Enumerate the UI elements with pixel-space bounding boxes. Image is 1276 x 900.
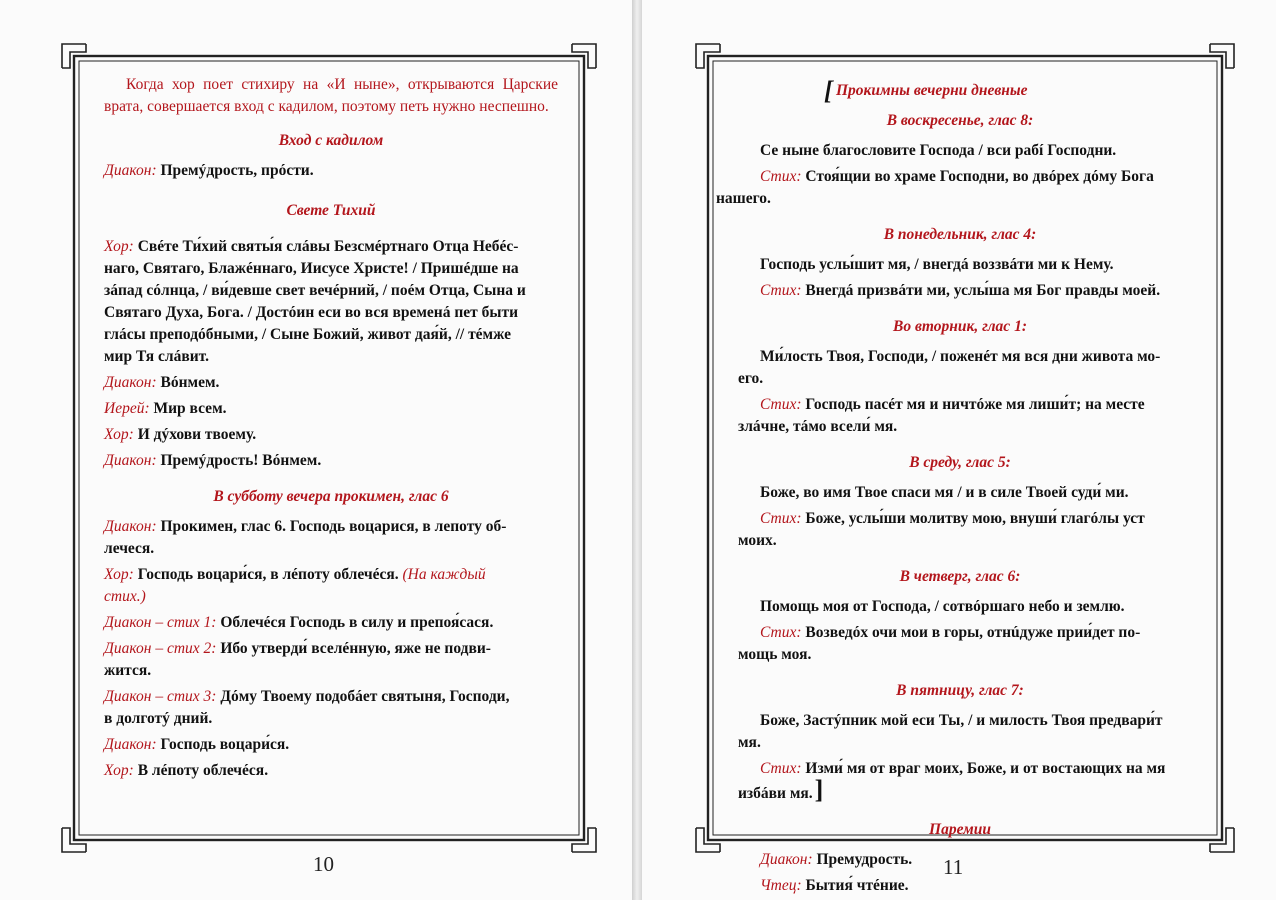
heading-tuesday: Во вторник, глас 1: [893,318,1027,335]
heading-monday: В понедельник, глас 4: [883,226,1037,243]
line-deacon: Диакон: Премудрость. [760,851,913,868]
line-choir: Хор: В лéпоту облечéся. [104,762,269,779]
role-label: Хор: [104,238,134,255]
line-deacon: Диакон: Господь воцари́ся. [104,736,290,753]
line-reader: Чтец: Бытия́ чтéние. [760,877,909,894]
heading-svete-tikhiy: Свете Тихий [286,202,376,219]
verse: Стих: Стоя́щии во храме Господни, во двóрех дóму Бога нашего. [716,168,1154,207]
prokeimenon-text: Помощь моя от Господа, / сотвóршаго небо и землю. [760,598,1125,615]
right-text [716,76,1182,897]
verse: Стих: Возведóх очи мои в горы, отнúдуже прии́дет по- мощь моя. [738,624,1141,663]
prokeimenon-text: Боже, во имя Твое спаси мя / и в силе Твоей суди́ ми. [760,484,1129,501]
heading-wednesday: В среду, глас 5: [909,454,1011,471]
role-label: Диакон: [104,162,157,179]
verse-1: Диакон – стих 1: Облечéся Господь в силу и препоя́сася. [104,614,494,631]
page-number: 11 [943,855,964,879]
line-choir: Хор: Господь воцари́ся, в лéпоту облечéся. (На каждый стих.) [104,566,486,605]
prokeimenon-text: Боже, Застýпник мой еси Ты, / и милость Твоя предвари́т мя. [738,712,1163,751]
line-priest: Иерей: Мир всем. [104,400,227,417]
bracket-open: [ [824,76,833,105]
heading-entrance: Вход с кадилом [278,132,384,149]
prokeimenon-text: Ми́лость Твоя, Господи, / поженéт мя вся дни живота мо- его. [738,348,1161,387]
left-text [104,74,558,782]
left-page [0,0,632,900]
bracket-close: ] [814,775,824,804]
verse-3: Диакон – стих 3: Дóму Твоему подобáет святыня, Господи, в долготý дний. [104,688,510,727]
heading-saturday-prokeimenon: В субботу вечера прокимен, глас 6 [213,488,449,505]
line-deacon: Диакон: Премýдрость! Вóнмем. [104,452,322,469]
verse-2: Диакон – стих 2: Ибо утверди́ вселéнную, яже не подви- жится. [104,640,491,679]
page-number: 10 [313,852,334,876]
book-gutter [632,0,642,900]
prokeimenon-text: Се ныне благословите Господа / вси рабí Господни. [760,142,1117,159]
heading-daily-prokeimena: [ Прокимны вечерни дневные [824,76,1028,105]
heading-sunday: В воскресенье, глас 8: [886,112,1034,129]
verse: Стих: Изми́ мя от враг моих, Боже, и от востающих на мя избáви мя.] [738,760,1166,804]
line-deacon: Диакон: Вóнмем. [104,374,220,391]
hymn-svete-tikhiy: Хор: Свéте Ти́хий святы́я слáвы Безсмéртнаго Отца Небéс- наго, Святаго, Блажéннаго, Иисусе Христе! / Пришéдше на зáпад сóлнца, / ви́девше свет вечéрний, / поéм Отца, Сына и Святаго Духа, Бога. / Достóин еси во вся временá пет быти глáсы преподóбными, / Сыне Божий, живот дая́й, // тéмже мир Тя слáвит. [104,238,526,365]
verse: Стих: Господь пасéт мя и ничтóже мя лиши́т; на месте злáчне, тáмо всели́ мя. [738,396,1145,435]
heading-paremii: Паремии [929,821,991,838]
line-deacon: Диакон: Премýдрость, прóсти. [104,162,314,179]
heading-thursday: В четверг, глас 6: [899,568,1021,585]
line-choir: Хор: И дýхови твоему. [104,426,257,443]
verse: Стих: Боже, услы́ши молитву мою, внуши́ глагóлы уст моих. [738,510,1145,549]
right-page [642,0,1276,900]
verse: Стих: Внегдá призвáти ми, услы́ша мя Бог правды моей. [760,282,1161,299]
line-deacon: Диакон: Прокимен, глас 6. Господь воцарися, в лепоту об- лечеся. [104,518,507,557]
intro-rubric: Когда хор поет стихиру на «И ныне», открываются Царские врата, совершается вход с кадилом, поэтому петь нужно неспешно. [104,76,558,115]
rubric-note: (На каждый [402,566,486,583]
heading-friday: В пятницу, глас 7: [896,682,1024,699]
prokeimenon-text: Господь услы́шит мя, / внегдá воззвáти ми к Нему. [760,256,1114,273]
